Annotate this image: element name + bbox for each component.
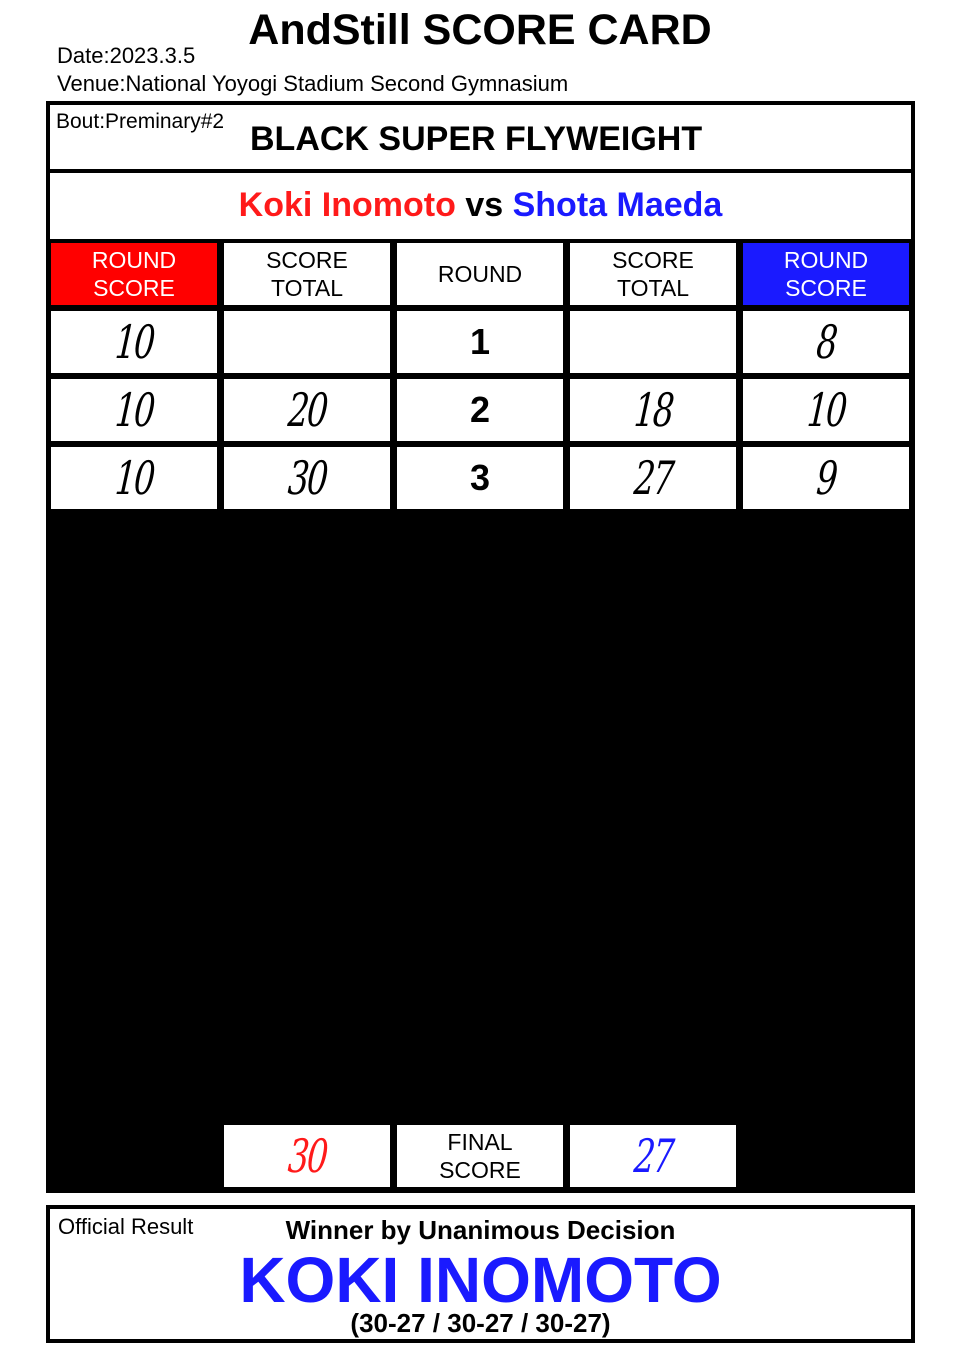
division-title: BLACK SUPER FLYWEIGHT	[250, 120, 703, 158]
round-1-red-total	[224, 311, 390, 373]
round-3-red-score: 10	[51, 447, 217, 509]
round-3-red-total: 30	[224, 447, 390, 509]
judges-scores: (30-27 / 30-27 / 30-27)	[350, 1308, 611, 1338]
round-2-blue-score: 10	[743, 379, 909, 441]
bout-box	[46, 101, 915, 173]
round-2-blue-total: 18	[570, 379, 736, 441]
header-blue-round-score: ROUND SCORE	[743, 243, 909, 305]
header-red-round-score: ROUND SCORE	[51, 243, 217, 305]
header-red-score-total: SCORE TOTAL	[224, 243, 390, 305]
round-1-number: 1	[397, 311, 563, 373]
vs-text: vs	[465, 186, 504, 224]
date-text: Date:2023.3.5	[57, 43, 196, 68]
round-1-blue-total	[570, 311, 736, 373]
round-2-red-score: 10	[51, 379, 217, 441]
official-result-label: Official Result	[58, 1214, 194, 1239]
official-result-box	[46, 1205, 915, 1343]
round-2-red-total: 20	[224, 379, 390, 441]
winner-name: KOKI INOMOTO	[239, 1244, 722, 1316]
round-1-blue-score: 8	[743, 311, 909, 373]
round-2-number: 2	[397, 379, 563, 441]
final-red-score: 30	[224, 1125, 390, 1187]
red-fighter-name: Koki Inomoto	[238, 186, 456, 224]
round-3-number: 3	[397, 447, 563, 509]
matchup-line	[50, 185, 911, 225]
round-3-blue-total: 27	[570, 447, 736, 509]
blue-fighter-name: Shota Maeda	[512, 186, 723, 224]
matchup-box	[46, 169, 915, 243]
final-score-label: FINAL SCORE	[397, 1125, 563, 1187]
round-3-blue-score: 9	[743, 447, 909, 509]
card-title: AndStill SCORE CARD	[248, 6, 712, 54]
header-blue-score-total: SCORE TOTAL	[570, 243, 736, 305]
venue-text: Venue:National Yoyogi Stadium Second Gymnasium	[57, 71, 569, 96]
verdict-text: Winner by Unanimous Decision	[285, 1215, 676, 1245]
score-grid	[46, 240, 915, 1193]
header-round: ROUND	[397, 243, 563, 305]
final-blue-score: 27	[570, 1125, 736, 1187]
round-1-red-score: 10	[51, 311, 217, 373]
bout-label: Bout:Preminary#2	[56, 110, 225, 133]
